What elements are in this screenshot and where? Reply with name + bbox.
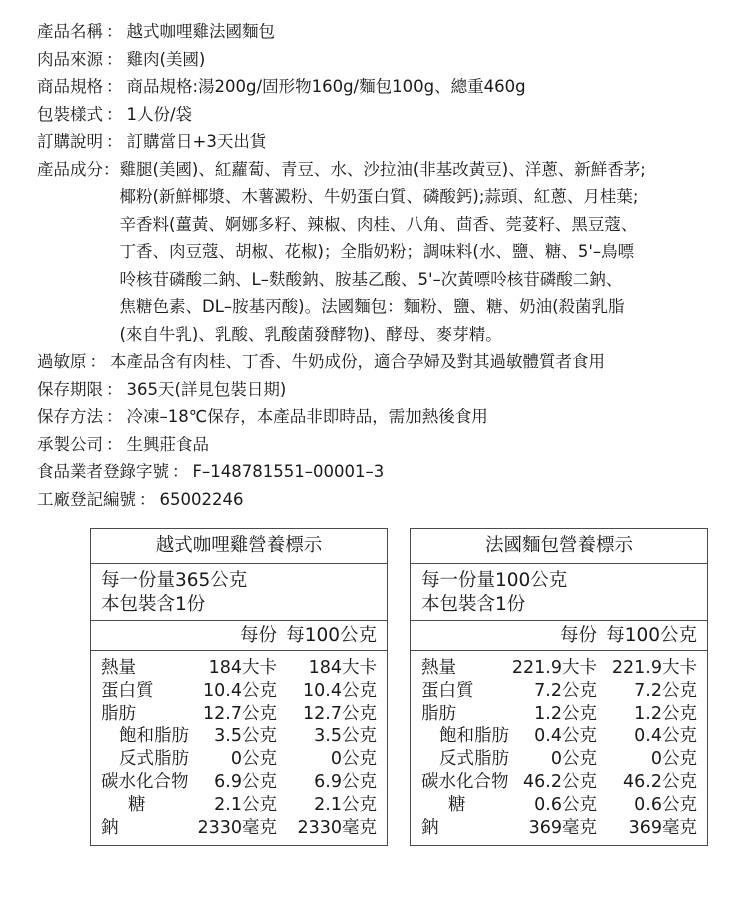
info-label: 工廠登記編號 bbox=[37, 489, 136, 509]
per-serving-value: 46.2公克 bbox=[523, 771, 597, 792]
info-separator: ： bbox=[106, 104, 123, 124]
ingredients-line: 椰粉(新鮮椰漿、木薯澱粉、牛奶蛋白質、磷酸鈣);蒜頭、紅蔥、月桂葉; bbox=[119, 187, 639, 206]
nutrient-name: 反式脂肪 bbox=[439, 749, 509, 770]
info-row-package bbox=[37, 101, 727, 129]
serving-size: 每一份量365公克 bbox=[101, 570, 248, 591]
info-separator: ： bbox=[106, 379, 123, 399]
ingredients-text bbox=[120, 156, 646, 349]
col-per-100g-header: 每100公克 bbox=[606, 625, 697, 646]
nutrition-row bbox=[91, 771, 387, 794]
info-value: 訂購當日+3天出貨 bbox=[126, 132, 267, 151]
info-label: 商品規格 bbox=[37, 77, 103, 96]
nutrition-row bbox=[411, 657, 707, 680]
per-100g-value: 2.1公克 bbox=[314, 794, 377, 815]
info-separator: ： bbox=[106, 434, 123, 454]
nutrient-name: 飽和脂肪 bbox=[439, 726, 509, 747]
nutrient-name: 蛋白質 bbox=[101, 680, 154, 701]
col-per-serving-header: 每份 bbox=[239, 625, 277, 646]
info-separator: ： bbox=[106, 22, 123, 41]
nutrition-row bbox=[411, 771, 707, 794]
ingredients-line: 呤核苷磷酸二鈉、L–麩酸鈉、胺基乙酸、5'–次黃嘌呤核苷磷酸二鈉、 bbox=[119, 269, 623, 289]
nutrition-rows bbox=[91, 651, 387, 839]
nutrient-name: 碳水化合物 bbox=[101, 771, 189, 792]
per-serving-value: 2.1公克 bbox=[214, 794, 277, 815]
info-separator: ： bbox=[106, 407, 123, 426]
info-value: 本產品含有肉桂、丁香、牛奶成份，適合孕婦及對其過敏體質者食用 bbox=[110, 352, 605, 371]
nutrient-name: 蛋白質 bbox=[421, 680, 474, 701]
serving-info bbox=[411, 564, 707, 621]
per-100g-value: 0.4公克 bbox=[634, 726, 697, 747]
ingredients-line: (來自牛乳)、乳酸、乳酸菌發酵物)、酵母、麥芽精。 bbox=[119, 324, 502, 344]
info-label: 食品業者登錄字號 bbox=[37, 462, 169, 481]
nutrient-name: 反式脂肪 bbox=[119, 749, 189, 770]
info-separator: ： bbox=[172, 462, 189, 481]
nutrition-title: 越式咖哩雞營養標示 bbox=[91, 529, 387, 564]
info-separator: ： bbox=[89, 352, 106, 371]
per-serving-value: 12.7公克 bbox=[203, 703, 277, 724]
nutrition-row bbox=[411, 725, 707, 748]
info-separator: ： bbox=[139, 489, 156, 509]
info-label: 保存方法 bbox=[37, 407, 103, 426]
per-serving-value: 0公克 bbox=[230, 749, 277, 770]
info-value: 雞肉(美國) bbox=[126, 49, 206, 69]
nutrition-row bbox=[91, 817, 387, 840]
info-value: 65002246 bbox=[159, 489, 244, 509]
per-serving-value: 0.6公克 bbox=[534, 794, 597, 815]
nutrient-name: 鈉 bbox=[101, 817, 119, 838]
nutrient-name: 脂肪 bbox=[101, 703, 136, 724]
serving-info bbox=[91, 564, 387, 621]
nutrient-name: 碳水化合物 bbox=[421, 771, 509, 792]
nutrition-row bbox=[91, 725, 387, 748]
nutrition-row bbox=[411, 748, 707, 771]
per-serving-value: 0.4公克 bbox=[534, 726, 597, 747]
nutrition-title: 法國麵包營養標示 bbox=[411, 529, 707, 564]
per-serving-value: 6.9公克 bbox=[214, 771, 277, 792]
info-row-spec bbox=[37, 73, 727, 101]
product-info bbox=[37, 18, 727, 513]
per-100g-value: 2330毫克 bbox=[297, 817, 377, 838]
nutrition-rows bbox=[411, 651, 707, 839]
info-label: 保存期限 bbox=[37, 379, 103, 399]
info-label: 承製公司 bbox=[37, 434, 103, 454]
per-100g-value: 7.2公克 bbox=[634, 680, 697, 701]
nutrition-table-french-bread bbox=[410, 528, 708, 846]
info-value: 365天(詳見包裝日期) bbox=[126, 379, 287, 399]
info-label: 產品成分 bbox=[37, 159, 103, 179]
per-100g-value: 6.9公克 bbox=[314, 771, 377, 792]
ingredients-line: 丁香、肉豆蔻、胡椒、花椒)；全脂奶粉；調味料(水、鹽、糖、5'–鳥嘌 bbox=[119, 242, 635, 261]
ingredients-line: 焦糖色素、DL–胺基丙酸)。法國麵包：麵粉、鹽、糖、奶油(殺菌乳脂 bbox=[119, 297, 625, 316]
nutrition-row bbox=[411, 703, 707, 726]
info-separator: ： bbox=[106, 77, 123, 96]
per-serving-value: 1.2公克 bbox=[534, 703, 597, 724]
per-100g-value: 0公克 bbox=[330, 749, 377, 770]
info-label: 肉品來源 bbox=[37, 49, 103, 69]
per-serving-value: 2330毫克 bbox=[197, 817, 277, 838]
col-per-100g-header: 每100公克 bbox=[286, 625, 377, 646]
nutrient-name: 糖 bbox=[448, 794, 466, 815]
info-separator: ： bbox=[106, 132, 123, 151]
info-value: 1人份/袋 bbox=[126, 104, 193, 124]
nutrition-row bbox=[411, 680, 707, 703]
info-label: 過敏原 bbox=[37, 352, 87, 371]
per-100g-value: 184大卡 bbox=[308, 658, 377, 678]
info-value: 冷凍–18℃保存，本產品非即時品，需加熱後食用 bbox=[126, 407, 488, 426]
info-row-ingredients bbox=[37, 156, 727, 349]
servings-per-pack: 本包裝含1份 bbox=[421, 594, 526, 615]
nutrition-row bbox=[411, 817, 707, 840]
nutrient-name: 脂肪 bbox=[421, 703, 456, 724]
per-100g-value: 10.4公克 bbox=[303, 680, 377, 701]
nutrition-row bbox=[91, 657, 387, 680]
info-row-registration bbox=[37, 458, 727, 486]
per-serving-value: 221.9大卡 bbox=[511, 658, 597, 678]
info-value: F–148781551–00001–3 bbox=[192, 462, 385, 481]
nutrition-header bbox=[91, 621, 387, 651]
info-row-order bbox=[37, 128, 727, 156]
nutrient-name: 鈉 bbox=[421, 817, 439, 838]
serving-size: 每一份量100公克 bbox=[421, 570, 568, 591]
per-serving-value: 0公克 bbox=[550, 749, 597, 770]
info-label: 產品名稱 bbox=[37, 22, 103, 41]
per-serving-value: 10.4公克 bbox=[203, 680, 277, 701]
per-100g-value: 0.6公克 bbox=[634, 794, 697, 815]
per-100g-value: 0公克 bbox=[650, 749, 697, 770]
info-label: 訂購說明 bbox=[37, 132, 103, 151]
nutrition-header bbox=[411, 621, 707, 651]
info-row-shelf-life bbox=[37, 376, 727, 404]
per-100g-value: 46.2公克 bbox=[623, 771, 697, 792]
info-value: 越式咖哩雞法國麵包 bbox=[126, 22, 275, 41]
info-label: 包裝樣式 bbox=[37, 104, 103, 124]
servings-per-pack: 本包裝含1份 bbox=[101, 594, 206, 615]
nutrient-name: 熱量 bbox=[421, 658, 456, 678]
per-100g-value: 221.9大卡 bbox=[611, 658, 697, 678]
nutrient-name: 熱量 bbox=[101, 658, 136, 678]
info-separator: ： bbox=[106, 49, 123, 69]
col-per-serving-header: 每份 bbox=[559, 625, 597, 646]
info-value: 生興莊食品 bbox=[126, 434, 209, 454]
per-100g-value: 1.2公克 bbox=[634, 703, 697, 724]
nutrition-row bbox=[91, 680, 387, 703]
info-row-allergen bbox=[37, 348, 727, 376]
info-row-name bbox=[37, 18, 727, 46]
nutrition-row bbox=[91, 794, 387, 817]
info-row-factory-number bbox=[37, 486, 727, 514]
info-value: 商品規格:湯200g/固形物160g/麵包100g、總重460g bbox=[126, 77, 526, 96]
per-serving-value: 7.2公克 bbox=[534, 680, 597, 701]
nutrition-row bbox=[91, 703, 387, 726]
per-100g-value: 3.5公克 bbox=[314, 726, 377, 747]
info-separator: ： bbox=[103, 159, 120, 179]
info-row-meat-source bbox=[37, 46, 727, 74]
nutrient-name: 飽和脂肪 bbox=[119, 726, 189, 747]
nutrition-row bbox=[411, 794, 707, 817]
per-100g-value: 369毫克 bbox=[628, 817, 697, 838]
nutrition-table-curry-chicken bbox=[90, 528, 388, 846]
nutrition-row bbox=[91, 748, 387, 771]
ingredients-line: 雞腿(美國)、紅蘿蔔、青豆、水、沙拉油(非基改黃豆)、洋蔥、新鮮香茅; bbox=[119, 159, 646, 179]
ingredients-line: 辛香料(薑黃、婀娜多籽、辣椒、肉桂、八角、茴香、莞荽籽、黑豆蔻、 bbox=[119, 214, 638, 234]
per-serving-value: 184大卡 bbox=[208, 658, 277, 678]
nutrient-name: 糖 bbox=[128, 794, 146, 815]
per-serving-value: 3.5公克 bbox=[214, 726, 277, 747]
info-row-manufacturer bbox=[37, 431, 727, 459]
per-100g-value: 12.7公克 bbox=[303, 703, 377, 724]
per-serving-value: 369毫克 bbox=[528, 817, 597, 838]
info-row-storage bbox=[37, 403, 727, 431]
